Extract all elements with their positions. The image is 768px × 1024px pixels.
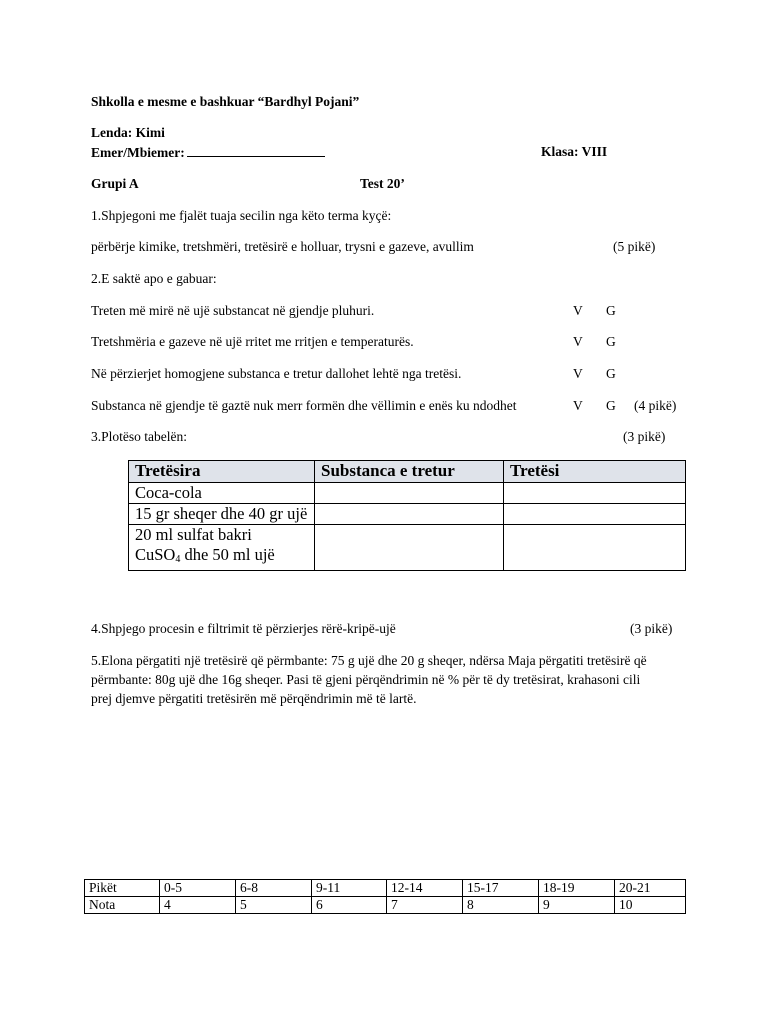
solvent-answer-cell[interactable]	[504, 483, 686, 504]
q2-prompt: 2.E saktë apo e gabuar:	[91, 271, 217, 286]
formula: CuSO	[135, 545, 176, 564]
table-row	[129, 525, 686, 571]
grading-table	[84, 879, 686, 914]
solutions-table	[128, 460, 686, 571]
grade-mark: 4	[160, 897, 236, 914]
column-header: Tretësira	[129, 461, 315, 483]
formula-subscript: 4	[175, 554, 181, 565]
points-range: 9-11	[312, 880, 387, 897]
table-row	[129, 483, 686, 504]
grade-mark: 10	[615, 897, 686, 914]
q2-statement: Në përzierjet homogjene substanca e tretur dallohet lehtë nga tretësi.	[91, 366, 462, 381]
test-label: Test 20’	[360, 176, 405, 191]
q1-terms: përbërje kimike, tretshmëri, tretësirë e holluar, trysni e gazeve, avullim	[91, 239, 474, 254]
solution-cell	[129, 525, 315, 571]
q2-false-option[interactable]: G	[606, 303, 616, 318]
column-header: Tretësi	[504, 461, 686, 483]
class-label: Klasa: VIII	[541, 144, 608, 159]
group-label: Grupi A	[91, 176, 139, 191]
subject-label: Lenda: Kimi	[91, 125, 165, 140]
q5-text-line: 5.Elona përgatiti një tretësirë që përmbante: 75 g ujë dhe 20 g sheqer, ndërsa Maja përgatiti tretësirë që	[91, 653, 647, 668]
q2-true-option[interactable]: V	[573, 398, 583, 413]
q2-false-option[interactable]: G	[606, 398, 616, 413]
q4-prompt: 4.Shpjego procesin e filtrimit të përzierjes rërë-kripë-ujë	[91, 621, 396, 636]
points-range: 15-17	[463, 880, 539, 897]
student-name-field[interactable]	[91, 144, 325, 161]
grade-mark: 9	[539, 897, 615, 914]
points-range: 12-14	[387, 880, 463, 897]
q2-statement: Tretshmëria e gazeve në ujë rritet me rritjen e temperaturës.	[91, 334, 414, 349]
q1-prompt: 1.Shpjegoni me fjalët tuaja secilin nga këto terma kyçë:	[91, 208, 392, 223]
solution-cell: 15 gr sheqer dhe 40 gr ujë	[129, 504, 315, 525]
solution-cell: Coca-cola	[129, 483, 315, 504]
solute-answer-cell[interactable]	[315, 483, 504, 504]
grade-label: Nota	[85, 897, 160, 914]
q2-false-option[interactable]: G	[606, 366, 616, 381]
solution-text: dhe 50 ml ujë	[180, 545, 275, 564]
q5-text-line: përmbante: 80g ujë dhe 16g sheqer. Pasi të gjeni përqëndrimin në % për të dy tretësirat, krahasoni cili	[91, 672, 641, 687]
points-range: 18-19	[539, 880, 615, 897]
q3-points: (3 pikë)	[623, 429, 666, 444]
q2-statement: Treten më mirë në ujë substancat në gjendje pluhuri.	[91, 303, 375, 318]
points-range: 6-8	[236, 880, 312, 897]
grade-mark: 7	[387, 897, 463, 914]
name-label: Emer/Mbiemer:	[91, 145, 185, 160]
q2-false-option[interactable]: G	[606, 334, 616, 349]
school-name: Shkolla e mesme e bashkuar “Bardhyl Pojani”	[91, 94, 360, 109]
grade-mark: 6	[312, 897, 387, 914]
grade-mark: 8	[463, 897, 539, 914]
points-label: Pikët	[85, 880, 160, 897]
q1-points: (5 pikë)	[613, 239, 656, 254]
solute-answer-cell[interactable]	[315, 504, 504, 525]
table-row	[129, 504, 686, 525]
solvent-answer-cell[interactable]	[504, 525, 686, 571]
name-blank-line	[187, 144, 325, 157]
solute-answer-cell[interactable]	[315, 525, 504, 571]
solvent-answer-cell[interactable]	[504, 504, 686, 525]
grade-mark: 5	[236, 897, 312, 914]
q3-prompt: 3.Plotëso tabelën:	[91, 429, 187, 444]
points-range: 0-5	[160, 880, 236, 897]
q2-statement: Substanca në gjendje të gaztë nuk merr formën dhe vëllimin e enës ku ndodhet	[91, 398, 517, 413]
q2-points: (4 pikë)	[634, 398, 677, 413]
points-range: 20-21	[615, 880, 686, 897]
table-header-row	[129, 461, 686, 483]
q2-true-option[interactable]: V	[573, 334, 583, 349]
q5-text-line: prej djemve përgatiti tretësirën më përqëndrimin më të lartë.	[91, 691, 417, 706]
points-row	[85, 880, 686, 897]
q2-true-option[interactable]: V	[573, 366, 583, 381]
column-header: Substanca e tretur	[315, 461, 504, 483]
solution-text: 20 ml sulfat bakri	[135, 525, 252, 544]
q4-points: (3 pikë)	[630, 621, 673, 636]
grades-row	[85, 897, 686, 914]
q2-true-option[interactable]: V	[573, 303, 583, 318]
